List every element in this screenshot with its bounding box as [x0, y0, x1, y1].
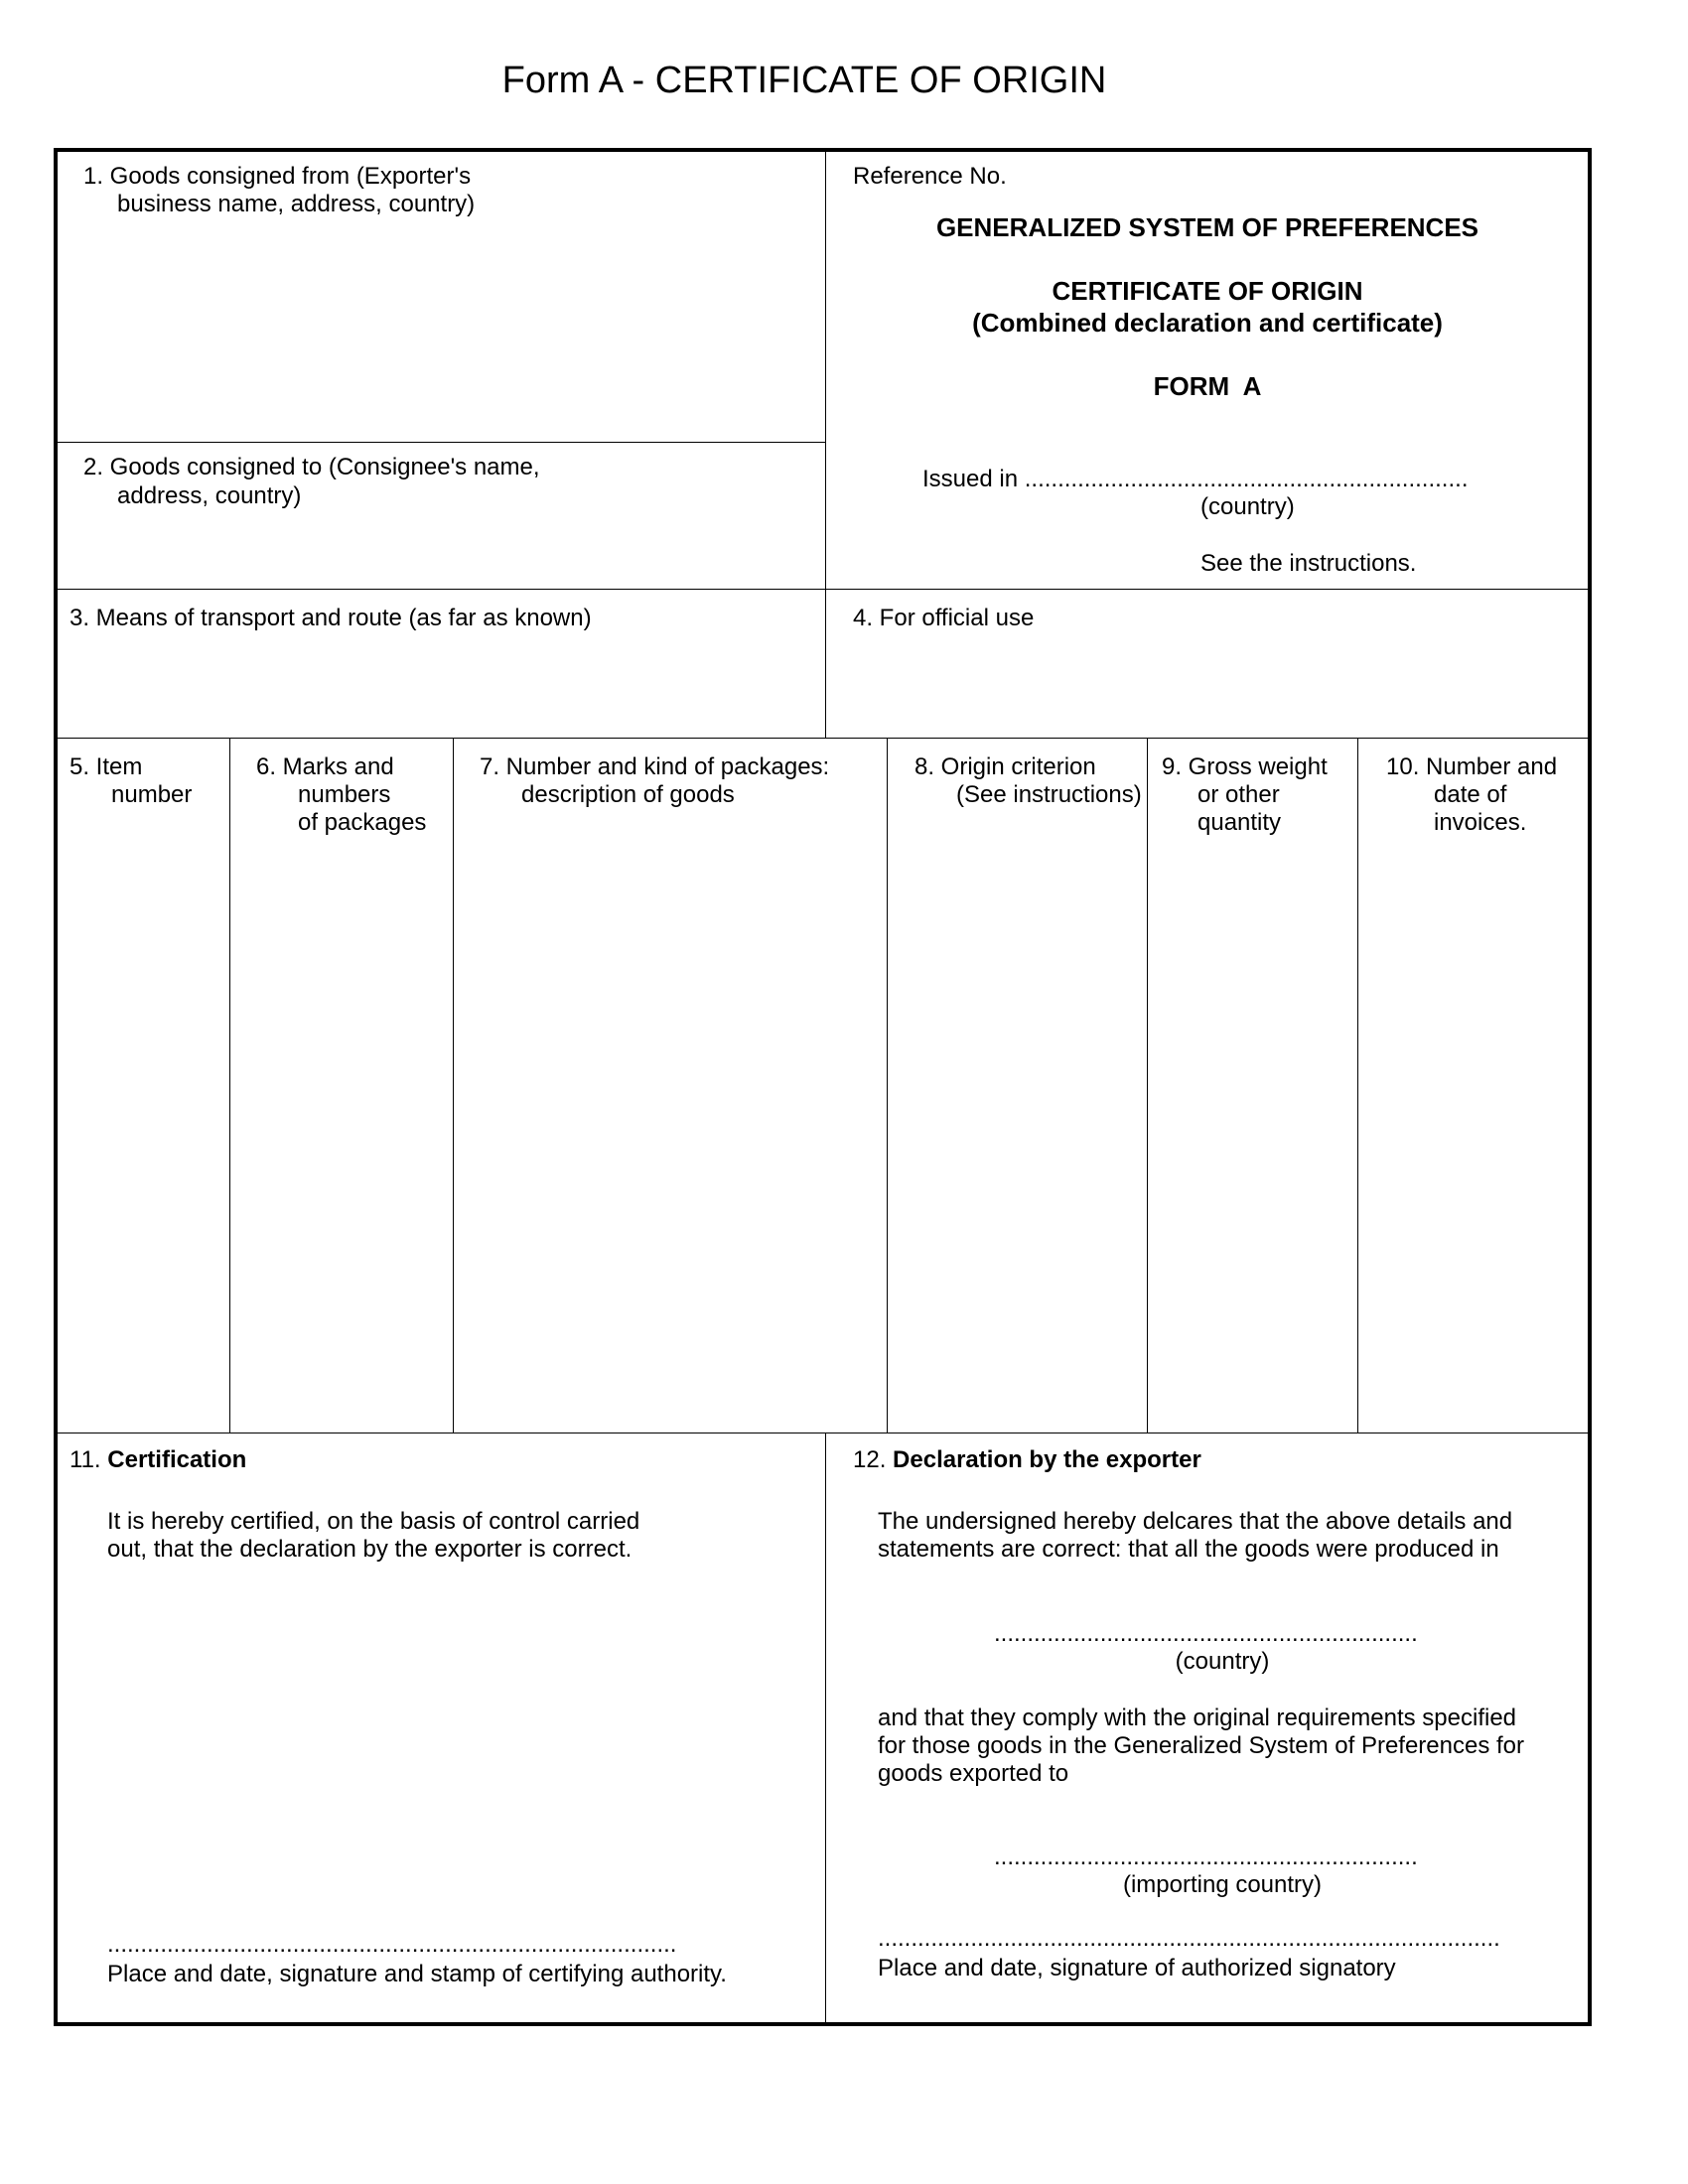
box3-label: 3. Means of transport and route (as far as known)	[70, 605, 592, 631]
col8-line1: 8. Origin criterion	[914, 753, 1096, 780]
box12-text-line2: statements are correct: that all the goods were produced in	[878, 1536, 1499, 1563]
divider-col5-6	[229, 738, 230, 1433]
divider-col6-7	[453, 738, 454, 1433]
box2-label-line1: 2. Goods consigned to (Consignee's name,	[83, 454, 540, 480]
box12-importing-dots: ................................................................	[994, 1843, 1418, 1870]
col6-line3: of packages	[298, 809, 427, 836]
box11-signature-label: Place and date, signature and stamp of certifying authority.	[107, 1961, 727, 1987]
box12-title: Declaration by the exporter	[893, 1446, 1201, 1473]
box12-text-line5: goods exported to	[878, 1760, 1069, 1787]
box2-label-line2: address, country)	[117, 482, 302, 509]
col7-line2: description of goods	[521, 781, 735, 808]
box11-heading	[70, 1446, 246, 1474]
col10-line2: date of	[1434, 781, 1507, 808]
divider-box1-box2	[58, 442, 825, 443]
form-label: FORM A	[1153, 371, 1262, 401]
issued-in-field: Issued in ...................................................................	[922, 466, 1469, 492]
document-title: Form A - CERTIFICATE OF ORIGIN	[501, 60, 1107, 101]
box11-signature-dots: ......................................................................................	[107, 1931, 677, 1958]
col8-line2: (See instructions)	[956, 781, 1142, 808]
box12-text-line3: and that they comply with the original requirements specified	[878, 1705, 1517, 1731]
col6-line1: 6. Marks and	[256, 753, 394, 780]
box12-country-label: (country)	[1175, 1648, 1270, 1675]
col9-line1: 9. Gross weight	[1162, 753, 1328, 780]
cert-title: CERTIFICATE OF ORIGIN	[1052, 276, 1363, 306]
box12-number: 12.	[853, 1446, 887, 1473]
box11-text-line2: out, that the declaration by the exporter is correct.	[107, 1536, 633, 1563]
col7-line1: 7. Number and kind of packages:	[480, 753, 830, 780]
reference-label: Reference No.	[853, 163, 1007, 190]
box11-title: Certification	[107, 1446, 247, 1473]
box12-text-line1: The undersigned hereby delcares that the above details and	[878, 1508, 1513, 1535]
box1-label-line1: 1. Goods consigned from (Exporter's	[83, 163, 472, 190]
divider-col8-9	[1147, 738, 1148, 1433]
divider-center-top	[825, 152, 826, 738]
cert-subtitle: (Combined declaration and certificate)	[972, 308, 1443, 338]
box12-heading	[853, 1446, 1201, 1474]
box12-text-line4: for those goods in the Generalized System of Preferences for	[878, 1732, 1525, 1759]
see-instructions: See the instructions.	[1200, 550, 1417, 577]
issued-country-label: (country)	[1200, 493, 1295, 520]
divider-col9-10	[1357, 738, 1358, 1433]
col9-line2: or other	[1197, 781, 1280, 808]
divider-col7-8	[887, 738, 888, 1433]
box12-signature-dots: ..............................................................................................	[878, 1925, 1500, 1952]
col6-line2: numbers	[298, 781, 391, 808]
col5-line1: 5. Item	[70, 753, 143, 780]
box11-text-line1: It is hereby certified, on the basis of control carried	[107, 1508, 640, 1535]
col10-line1: 10. Number and	[1386, 753, 1558, 780]
box11-number: 11.	[70, 1446, 101, 1473]
divider-row1	[58, 589, 1588, 590]
certificate-form	[54, 148, 1592, 2026]
divider-center-bottom	[825, 1433, 826, 2022]
box1-label-line2: business name, address, country)	[117, 191, 476, 217]
box12-importing-label: (importing country)	[1122, 1871, 1323, 1898]
col5-line2: number	[111, 781, 193, 808]
col10-line3: invoices.	[1434, 809, 1527, 836]
box12-country-dots: ................................................................	[994, 1620, 1418, 1647]
box12-signature-label: Place and date, signature of authorized signatory	[878, 1955, 1396, 1981]
col9-line3: quantity	[1197, 809, 1282, 836]
box4-label: 4. For official use	[853, 605, 1035, 631]
gsp-title: GENERALIZED SYSTEM OF PREFERENCES	[935, 212, 1479, 242]
